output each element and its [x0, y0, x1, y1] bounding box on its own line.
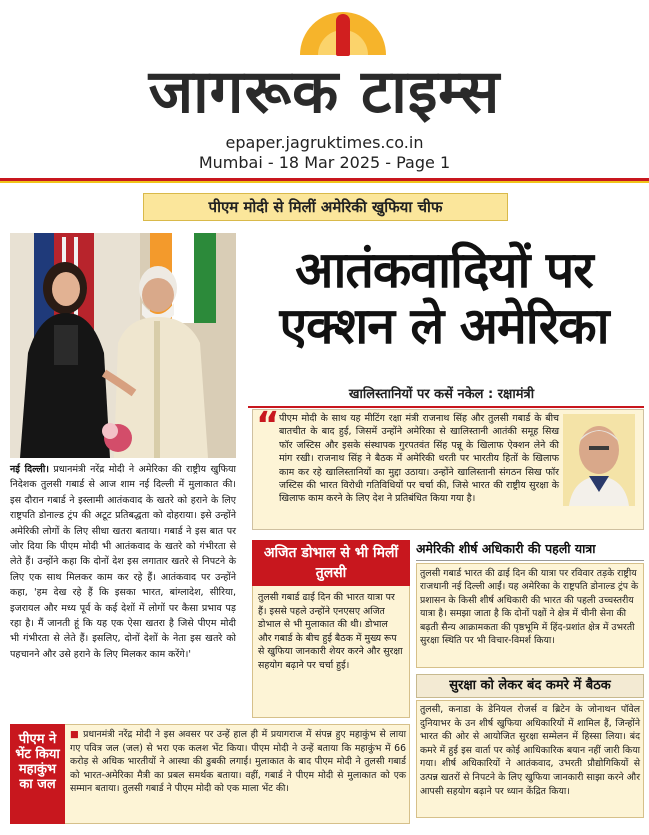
kicker: पीएम मोदी से मिलीं अमेरिकी खुफिया चीफ — [143, 193, 508, 221]
headline-line-2: एक्शन ले अमेरिका — [279, 297, 609, 355]
yatra-rule — [416, 560, 644, 561]
masthead-rule-secondary — [0, 181, 649, 183]
newspaper-logo: जागरूक टाइम्स — [148, 57, 501, 127]
bullet-icon: ■ — [70, 729, 80, 740]
site-url[interactable]: epaper.jagruktimes.co.in — [225, 133, 424, 152]
doval-heading: अजित डोभाल से भी मिलीं तुलसी — [252, 540, 410, 586]
headline — [244, 242, 644, 354]
rajnath-photo — [563, 414, 635, 506]
photo-illustration — [10, 233, 236, 458]
yatra-heading: अमेरिकी शीर्ष अधिकारी की पहली यात्रा — [416, 541, 596, 556]
rajnath-quote-text: पीएम मोदी के साथ यह मीटिंग रक्षा मंत्री राजनाथ सिंह और तुलसी गबार्ड के बीच बातचीत के बाद हुई, जिसमें उन्होंने अमेरिका से खालिस्तानी आतंकी समूह सिख फॉर जस्टिस और इसके संस्थापक गुरपतवंत सिंह पन्नू के खिलाफ ऐक्शन लेने की मांग रखी। राजनाथ सिंह ने बैठक में अमेरिकी धरती पर भारतीय हितों के खिलाफ काम कर रहे खालिस्तानियों का मुद्दा उठाया। उन्होंने खालिस्तानी संगठन सिख फॉर जस्टिस की भारत विरोधी गतिविधियों पर चर्चा की, जिसे भारत की राष्ट्रीय सुरक्षा के खिलाफ काम करने के लिए देश ने प्रतिबंधित किया गया है। — [279, 413, 559, 505]
meeting-text: तुलसी, कनाडा के डेनियल रोजर्स व ब्रिटेन के जोनाथन पॉवेल दुनियाभर के उन शीर्ष खुफिया अधिकारियों में शामिल हैं, जिन्होंने भारत की ओर से आयोजित सुरक्षा सम्मेलन में हिस्सा लिया। बंद कमरे में हुई इस वार्ता पर कोई आधिकारिक बयान नहीं जारी किया गया। शीर्ष अधिकारियों ने आतंकवाद, उभरती प्रौद्योगिकियों से उत्पन्न खतरों से निपटने के लिए खुफिया जानकारी साझा करने और आपसी सहयोग बढ़ाने पर ध्यान केंद्रित किया। — [420, 704, 640, 797]
doval-text: तुलसी गबार्ड ढाई दिन की भारत यात्रा पर हैं। इससे पहले उन्होंने एनएसए अजित डोभाल से भी मुलाकात की थी। डोभाल और गबार्ड के बीच हुई बैठक में मुख्य रूप से खुफिया जानकारी शेयर करने और सुरक्षा सहयोग बढ़ाने पर चर्चा हुई। — [258, 592, 403, 671]
article-photo — [10, 233, 236, 458]
masthead — [0, 0, 649, 178]
article-body-text: प्रधानमंत्री नरेंद्र मोदी ने अमेरिका की राष्ट्रीय खुफिया निदेशक तुलसी गबार्ड से आज शाम नई दिल्ली में मुलाकात की। इस दौरान गबार्ड ने इस्लामी आतंकवाद के खतरे को हराने के लिए राष्ट्रपति डोनाल्ड ट्रंप की अटूट प्रतिबद्धता को दोहराया। इसे उन्होंने अमेरिकी लोगों के लिए सीधा खतरा बताया। गबार्ड ने इस बात पर जोर दिया कि पीएम मोदी भी आतंकवाद के खतरे को गंभीरता से लेते हैं। उन्होंने कहा कि दोनों देश इस लगातार खतरे से निपटने के लिए एक साथ मिलकर काम कर रहे हैं। आतंकवाद पर उन्होंने कहा, 'हम देख रहे हैं कि इसका भारत, बांग्लादेश, सीरिया, इजरायल और मध्य पूर्व के कई देशों में लोगों पर कैसा प्रभाव पड़ रहा है। मैं जानती हूं कि यह एक ऐसा खतरा है जिसे पीएम मोदी भी गंभीरता से लेते हैं। इसलिए, दोनों देशों के नेता इस खतरे को पहचानने और उसे हराने के लिए मिलकर काम करेंगे।' — [10, 464, 236, 660]
portrait-illustration — [563, 414, 635, 506]
kumbh-label: पीएम ने भेंट किया महाकुंभ का जल — [10, 724, 65, 824]
issue-line: Mumbai - 18 Mar 2025 - Page 1 — [198, 153, 451, 172]
subhead-rule — [248, 406, 644, 408]
yatra-text: तुलसी गबार्ड भारत की ढाई दिन की यात्रा पर रविवार तड़के राष्ट्रीय राजधानी नई दिल्ली आईं। यह अमेरिका के राष्ट्रपति डोनाल्ड ट्रंप के प्रशासन के किसी शीर्ष अधिकारी की भारत की पहली उच्चस्तरीय यात्रा है। समझा जाता है कि दोनों पक्षों ने क्षेत्र में चीनी सेना की बढ़ती सैन्य आक्रामकता की पृष्ठभूमि में हिंद-प्रशांत क्षेत्र में उभरती सुरक्षा स्थिति पर भी विचार-विमर्श किया। — [420, 568, 639, 647]
headline-line-1: आतंकवादियों पर — [295, 241, 593, 299]
meeting-heading: सुरक्षा को लेकर बंद कमरे में बैठक — [416, 674, 644, 698]
kumbh-text — [70, 728, 406, 796]
quote-mark-icon: “ — [256, 405, 280, 446]
dateline: नई दिल्ली। — [10, 464, 49, 475]
article-body — [10, 462, 236, 662]
kumbh-text-body: प्रधानमंत्री नरेंद्र मोदी ने इस अवसर पर उन्हें हाल ही में प्रयागराज में संपन्न हुए महाकुंभ से लाया गए पवित्र जल (जल) से भरा एक कलश भेंट किया। पीएम मोदी ने उन्हें बताया कि महाकुंभ में 66 करोड़ से अधिक भारतीयों ने आस्था की डुबकी लगाई। मुलाकात के बाद पीएम मोदी ने तुलसी गबार्ड को भारत-अमेरिका मैत्री का प्रबल समर्थक बताया। वहीं, गबार्ड ने पीएम मोदी से मुलाकात को एक सम्मान बताया। तुलसी गबार्ड ने पीएम मोदी को एक माला भेंट की। — [70, 729, 406, 795]
subhead: खालिस्तानियों पर कसें नकेल : रक्षामंत्री — [348, 387, 535, 402]
